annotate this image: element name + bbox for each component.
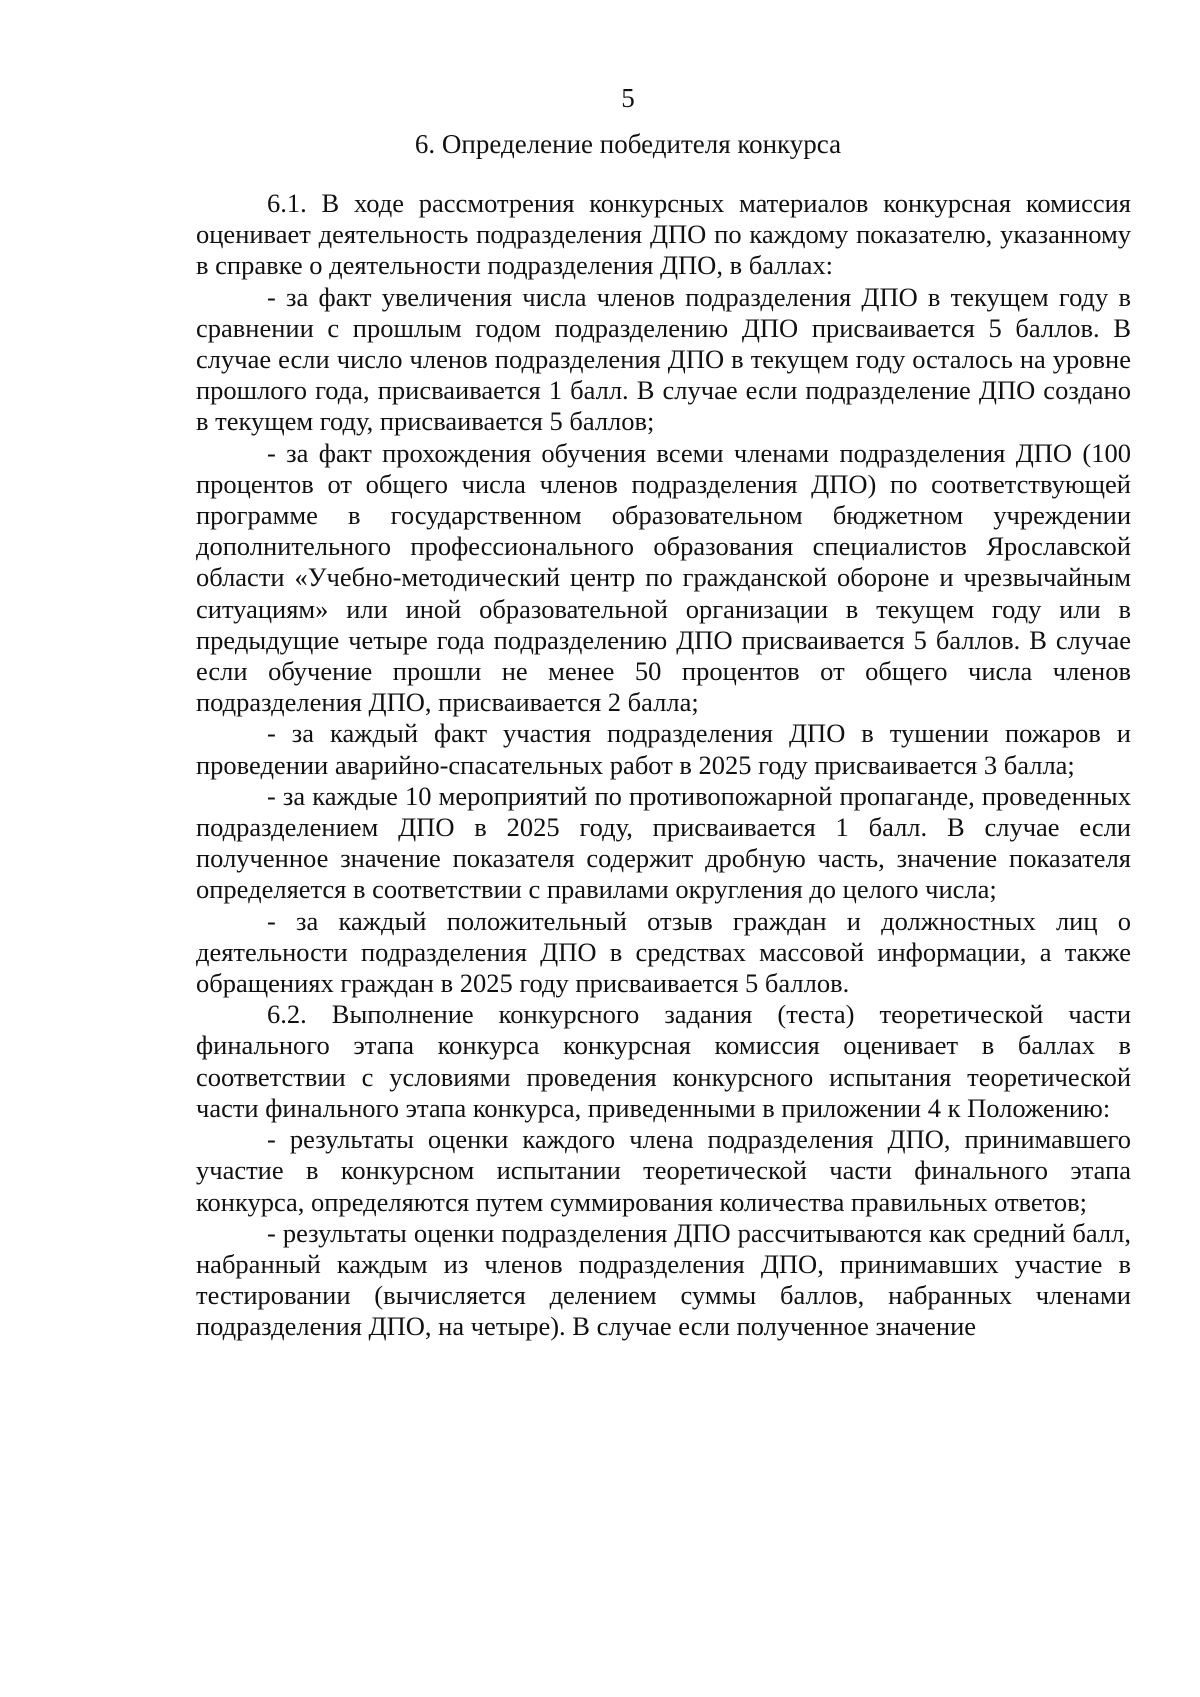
page-number: 5 bbox=[621, 83, 635, 113]
list-item-firefighting: - за каждый факт участия подразделения ДПО в тушении пожаров и проведении аварийно-спасательных работ в 2025 году присваивается 3 балла; bbox=[196, 718, 1131, 780]
paragraph-6-2: 6.2. Выполнение конкурсного задания (теста) теоретической части финального этапа конкурса конкурсная комиссия оценивает в баллах в соответствии с условиями проведения конкурсного испытания теоретической части финального этапа конкурса, приведенными в приложении 4 к Положению: bbox=[196, 999, 1131, 1123]
list-item-training: - за факт прохождения обучения всеми членами подразделения ДПО (100 процентов от общего числа членов подразделения ДПО) по соответствующей программе в государственном образовательном бюджетном учреждении дополнительного профессионального образования специалистов Ярославской области «Учебно-методический центр по гражданской обороне и чрезвычайным ситуациям» или иной образовательной организации в текущем году или в предыдущие четыре года подразделению ДПО присваивается 5 баллов. В случае если обучение прошли не менее 50 процентов от общего числа членов подразделения ДПО, присваивается 2 балла; bbox=[196, 437, 1131, 718]
list-item-positive-feedback: - за каждый положительный отзыв граждан и должностных лиц о деятельности подразделения ДПО в средствах массовой информации, а также обращениях граждан в 2025 году присваивается 5 баллов. bbox=[196, 905, 1131, 999]
document-body bbox=[196, 188, 1131, 1343]
list-item-propaganda-events: - за каждые 10 мероприятий по противопожарной пропаганде, проведенных подразделением ДПО в 2025 году, присваивается 1 балл. В случае если полученное значение показателя содержит дробную часть, значение показателя определяется в соответствии с правилами округления до целого числа; bbox=[196, 780, 1131, 905]
list-item-membership-growth: - за факт увеличения числа членов подразделения ДПО в текущем году в сравнении с прошлым годом подразделению ДПО присваивается 5 баллов. В случае если число членов подразделения ДПО в текущем году осталось на уровне прошлого года, присваивается 1 балл. В случае если подразделение ДПО создано в текущем году, присваивается 5 баллов; bbox=[196, 281, 1131, 437]
paragraph-6-1: 6.1. В ходе рассмотрения конкурсных материалов конкурсная комиссия оценивает деятельность подразделения ДПО по каждому показателю, указанному в справке о деятельности подразделения ДПО, в баллах: bbox=[196, 188, 1131, 281]
list-item-member-results: - результаты оценки каждого члена подразделения ДПО, принимавшего участие в конкурсном испытании теоретической части финального этапа конкурса, определяются путем суммирования количества правильных ответов; bbox=[196, 1124, 1131, 1217]
section-title: 6. Определение победителя конкурса bbox=[414, 129, 842, 159]
list-item-unit-results: - результаты оценки подразделения ДПО рассчитываются как средний балл, набранный каждым из членов подразделения ДПО, принимавших участие в тестировании (вычисляется делением суммы баллов, набранных членами подразделения ДПО, на четыре). В случае если полученное значение bbox=[196, 1217, 1131, 1342]
